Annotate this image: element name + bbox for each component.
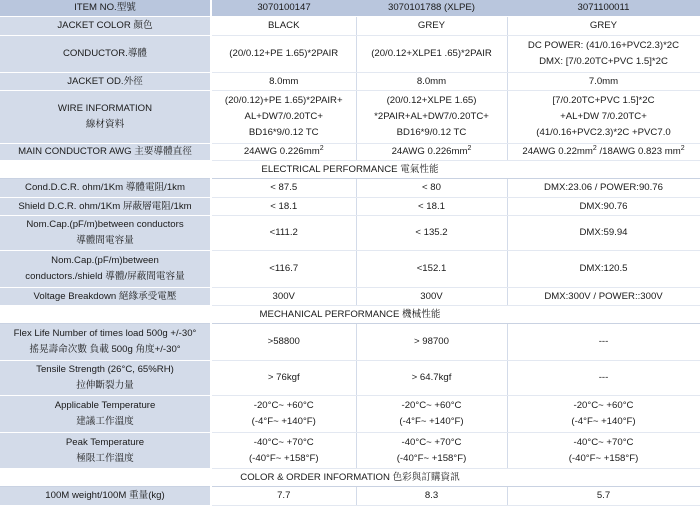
cell-line: *2PAIR+AL+DW7/0.20TC+ (374, 111, 489, 122)
cell-line: > 64.7kgf (411, 372, 452, 383)
cell-line: 24AWG $0.226mm^2$ (391, 144, 472, 157)
row-value-2 (356, 433, 507, 469)
row-value-1 (211, 288, 356, 306)
cell-line: DMX:120.5 (579, 263, 628, 274)
cell-line: JACKET OD.外徑 (67, 75, 143, 87)
cell-line: < 18.1 (418, 200, 445, 212)
cell-line: > 76kgf (267, 372, 300, 383)
table-row (0, 487, 700, 506)
row-value-2 (356, 144, 507, 161)
row-value-2 (356, 324, 507, 361)
cell-line: GREY (417, 20, 446, 31)
section-color (0, 469, 700, 487)
cell-line: 拉伸斷裂力量 (76, 380, 134, 391)
cell-line: WIRE INFORMATION (57, 103, 153, 114)
row-label (0, 324, 211, 361)
row-label (0, 198, 211, 216)
row-value-3 (507, 73, 700, 91)
row-value-3 (507, 433, 700, 469)
row-value-1 (211, 91, 356, 144)
table-row (0, 179, 700, 198)
cell-line: JACKET COLOR 顏色 (57, 20, 153, 31)
table-row (0, 361, 700, 396)
cell-line: DMX:90.76 (579, 200, 628, 212)
row-label (0, 216, 211, 251)
cell-line: 8.3 (424, 490, 439, 501)
row-value-1 (211, 36, 356, 73)
row-value-2 (356, 251, 507, 288)
row-label (0, 433, 211, 469)
cell-line: BLACK (268, 20, 300, 31)
row-value-1 (211, 179, 356, 198)
row-value-2 (356, 288, 507, 306)
row-label (0, 361, 211, 396)
row-value-3 (507, 198, 700, 216)
item-no-col-2: 3070101788 (XLPE) (356, 0, 507, 17)
row-value-2 (356, 36, 507, 73)
cell-line: Shield D.C.R. ohm/1Km 屏蔽層電阻/1km (18, 200, 192, 212)
row-value-1 (211, 361, 356, 396)
cell-line: (20/0.12+XLPE1 .65)*2PAIR (371, 48, 492, 59)
row-value-1 (211, 73, 356, 91)
cell-line: (-40°F~ +158°F) (248, 452, 319, 464)
cell-line: 5.7 (596, 490, 611, 501)
row-value-3 (507, 396, 700, 433)
cell-line: Peak Temperature (65, 436, 145, 448)
row-value-1 (211, 251, 356, 288)
cell-line: (-40°F~ +158°F) (568, 452, 639, 464)
table-row (0, 198, 700, 216)
row-value-2 (356, 198, 507, 216)
row-value-3 (507, 361, 700, 396)
row-label (0, 17, 211, 36)
row-label (0, 144, 211, 161)
cell-line: (-4°F~ +140°F) (571, 416, 636, 427)
cell-line: Flex Life Number of times load 500g +/-30° (13, 328, 197, 339)
cell-line: --- (598, 336, 609, 347)
cell-line: < 18.1 (270, 200, 298, 212)
cell-line: +AL+DW 7/0.20TC+ (560, 111, 647, 122)
row-value-3 (507, 251, 700, 288)
table-row (0, 396, 700, 433)
cell-line: Nom.Cap.(pF/m)between (51, 255, 159, 266)
cell-line: (20/0.12)+PE 1.65)*2PAIR+ (224, 95, 343, 106)
table-row (0, 288, 700, 306)
cell-line: Nom.Cap.(pF/m)between conductors (26, 219, 184, 230)
table-row (0, 251, 700, 288)
row-value-2 (356, 73, 507, 91)
table-row (0, 324, 700, 361)
item-no-label: ITEM NO.型號 (0, 0, 211, 17)
row-value-1 (211, 487, 356, 506)
item-no-col-3: 3071100011 (507, 0, 700, 17)
row-value-1 (211, 144, 356, 161)
table-row (0, 36, 700, 73)
table-row (0, 216, 700, 251)
cell-line: <111.2 (269, 227, 298, 238)
table-row (0, 144, 700, 161)
cell-line: 8.0mm (416, 75, 447, 87)
row-value-1 (211, 324, 356, 361)
cell-line: Voltage Breakdown 絕緣承受電壓 (33, 290, 177, 302)
cell-line: <152.1 (416, 263, 447, 274)
cell-line: DC POWER: (41/0.16+PVC2.3)*2C (527, 40, 680, 51)
cell-line: DMX:59.94 (579, 227, 628, 238)
cell-line: AL+DW7/0.20TC+ (244, 111, 323, 122)
section-electrical (0, 161, 700, 179)
cell-line: 建議工作溫度 (76, 416, 134, 427)
cell-line: GREY (589, 20, 618, 31)
row-value-2 (356, 17, 507, 36)
cell-line: > 98700 (414, 336, 449, 347)
row-value-3 (507, 36, 700, 73)
cell-line: -40°C~ +70°C (573, 436, 634, 448)
row-value-2 (356, 91, 507, 144)
cell-line: DMX: [7/0.20TC+PVC 1.5]*2C (539, 56, 668, 67)
cell-line: 300V (420, 290, 443, 302)
cell-line: (20/0.12+XLPE 1.65) (386, 95, 477, 106)
row-value-1 (211, 198, 356, 216)
cell-line: (41/0.16+PVC2.3)*2C +PVC7.0 (536, 127, 671, 138)
row-value-3 (507, 17, 700, 36)
cell-line: CONDUCTOR.導體 (62, 48, 148, 59)
section-title: MECHANICAL PERFORMANCE 機械性能 (0, 306, 700, 324)
row-value-2 (356, 179, 507, 198)
row-value-3 (507, 487, 700, 506)
section-title: ELECTRICAL PERFORMANCE 電氣性能 (0, 161, 700, 179)
cell-line: DMX:23.06 / POWER:90.76 (544, 182, 663, 193)
cell-line: -40°C~ +70°C (401, 436, 462, 448)
cell-line: 24AWG $0.22mm^2$ /18AWG 0.823 $mm^2$ (522, 144, 685, 157)
row-label (0, 288, 211, 306)
cell-line: 導體間電容量 (76, 235, 134, 246)
item-no-col-1: 3070100147 (211, 0, 356, 17)
cell-line: conductors./shield 導體/屏蔽間電容量 (25, 271, 185, 282)
row-value-1 (211, 216, 356, 251)
row-label (0, 91, 211, 144)
table-row (0, 91, 700, 144)
section-mechanical (0, 306, 700, 324)
row-value-3 (507, 91, 700, 144)
row-value-1 (211, 396, 356, 433)
cell-line: (-4°F~ +140°F) (399, 416, 464, 427)
row-value-3 (507, 324, 700, 361)
cell-line: -20°C~ +60°C (401, 400, 462, 411)
cell-line: Cond.D.C.R. ohm/1Km 導體電阻/1km (25, 182, 185, 193)
row-value-3 (507, 216, 700, 251)
cell-line: 線材資料 (85, 119, 125, 130)
row-label (0, 396, 211, 433)
table-row (0, 433, 700, 469)
cell-line: (-40°F~ +158°F) (396, 452, 467, 464)
cell-line: Applicable Temperature (54, 400, 156, 411)
cell-line: 24AWG $0.226mm^2$ (243, 144, 324, 157)
table-row (0, 17, 700, 36)
row-value-3 (507, 179, 700, 198)
cell-line: BD16*9/0.12 TC (396, 127, 467, 138)
row-value-3 (507, 288, 700, 306)
row-value-2 (356, 396, 507, 433)
row-label (0, 251, 211, 288)
cell-line: < 80 (422, 182, 441, 193)
cell-line: 搖晃壽命次數 負載 500g 角度+/-30° (29, 344, 181, 355)
row-label (0, 487, 211, 506)
cell-line: 7.0mm (588, 75, 619, 87)
table-row (0, 73, 700, 91)
cell-line: 8.0mm (269, 75, 299, 87)
row-value-3 (507, 144, 700, 161)
cell-line: >58800 (267, 336, 300, 347)
row-label (0, 179, 211, 198)
cell-line: BD16*9/0.12 TC (248, 127, 319, 138)
row-label (0, 73, 211, 91)
row-value-1 (211, 433, 356, 469)
cell-line: --- (598, 372, 609, 383)
cell-line: < 135.2 (415, 227, 448, 238)
cell-line: < 87.5 (270, 182, 298, 193)
row-value-2 (356, 216, 507, 251)
row-value-2 (356, 361, 507, 396)
cell-line: 極限工作溫度 (76, 452, 134, 464)
cell-line: 100M weight/100M 重量(kg) (45, 490, 165, 501)
row-label (0, 36, 211, 73)
row-value-1 (211, 17, 356, 36)
row-value-2 (356, 487, 507, 506)
cell-line: [7/0.20TC+PVC 1.5]*2C (552, 95, 655, 106)
header-row (0, 0, 700, 17)
cell-line: 300V (272, 290, 295, 302)
cell-line: <116.7 (269, 263, 299, 274)
cell-line: (20/0.12+PE 1.65)*2PAIR (229, 48, 339, 59)
cell-line: Tensile Strength (26°C, 65%RH) (36, 364, 174, 375)
section-title: COLOR & ORDER INFORMATION 色彩與訂購資訊 (0, 469, 700, 487)
cell-line: DMX:300V / POWER::300V (544, 290, 663, 302)
cell-line: MAIN CONDUCTOR AWG 主要導體直徑 (18, 146, 192, 157)
cell-line: 7.7 (277, 490, 291, 501)
cell-line: (-4°F~ +140°F) (251, 416, 316, 427)
cell-line: -20°C~ +60°C (573, 400, 634, 411)
cell-line: -40°C~ +70°C (253, 436, 314, 448)
cell-line: -20°C~ +60°C (253, 400, 314, 411)
